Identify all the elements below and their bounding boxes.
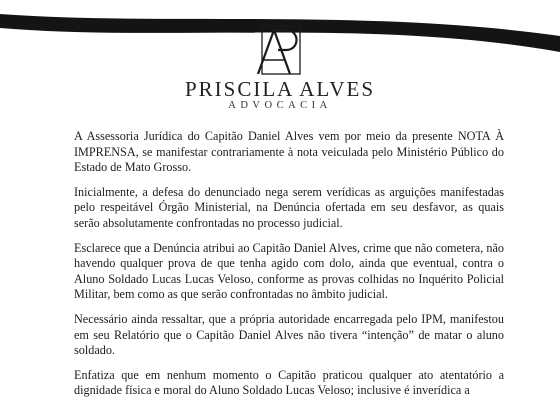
logo-monogram-icon (250, 24, 308, 76)
paragraph-2: Inicialmente, a defesa do denunciado nega serem verídicas as arguições manifestadas pelo respeitável Órgão Ministerial, na Denúncia ofertada em seu desfavor, as quais serão absolutamente confrontadas no processo judicial. (74, 184, 504, 230)
brand-name: PRISCILA ALVES (184, 77, 376, 101)
brand-subtitle: ADVOCACIA (228, 100, 332, 111)
press-note-body (74, 129, 504, 408)
paragraph-4: Necessário ainda ressaltar, que a própria autoridade encarregada pelo IPM, manifestou em seu Relatório que o Capitão Daniel Alves não tivera “intenção” de matar o aluno soldado. (74, 311, 504, 358)
paragraph-5: Enfatiza que em nenhum momento o Capitão praticou qualquer ato atentatório a dignidade física e moral do Aluno Soldado Lucas Veloso; inclusive é inverídica a (74, 367, 504, 398)
paragraph-1: A Assessoria Jurídica do Capitão Daniel Alves vem por meio da presente NOTA À IMPRENSA, se manifestar contrariamente à nota veiculada pelo Ministério Público do Estado de Mato Grosso. (74, 129, 504, 175)
paragraph-3: Esclarece que a Denúncia atribui ao Capitão Daniel Alves, crime que não cometera, não havendo qualquer prova de que tenha agido com dolo, ainda que eventual, contra o Aluno Soldado Lucas Lucas Veloso, conforme as provas colhidas no Inquérito Policial Militar, bem como as que serão confrontadas no âmbito judicial. (74, 240, 504, 302)
